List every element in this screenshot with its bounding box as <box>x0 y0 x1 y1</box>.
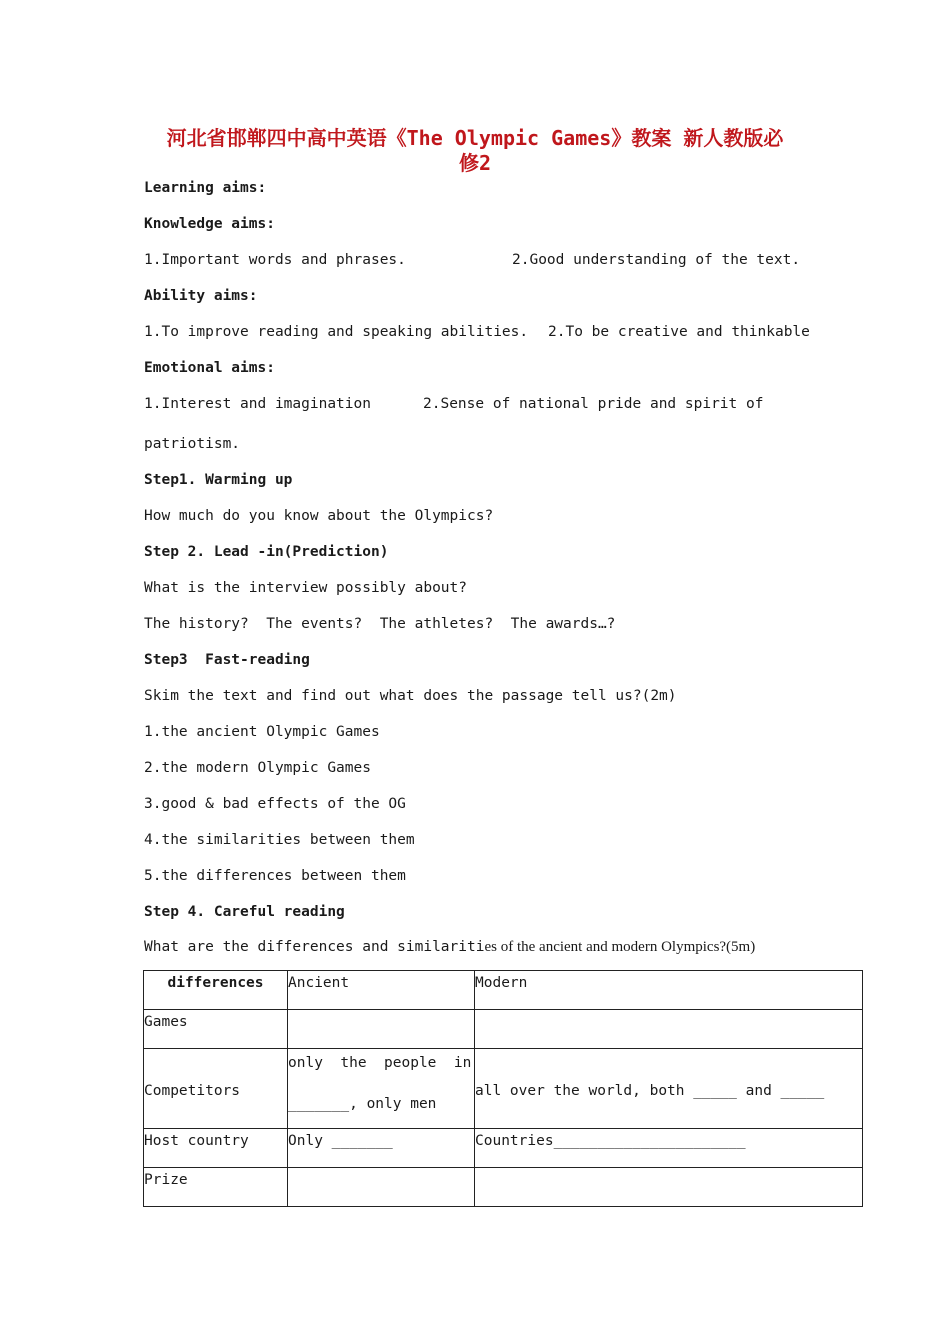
table-header-cell <box>475 971 863 1010</box>
ancient-cell[interactable] <box>288 1010 475 1049</box>
step2-heading: Step 2. Lead -in(Prediction) <box>144 544 389 560</box>
list-item: 1.the ancient Olympic Games <box>144 724 380 740</box>
ability-aim-1: 1.To improve reading and speaking abilities. <box>144 324 529 340</box>
list-item: 5.the differences between them <box>144 868 406 884</box>
ability-aim-2: 2.To be creative and thinkable <box>548 324 810 340</box>
knowledge-aim-2: 2.Good understanding of the text. <box>512 252 801 268</box>
ancient-cell[interactable] <box>288 1168 475 1207</box>
modern-competitors: all over the world, both _____ and _____ <box>475 1082 825 1099</box>
step2-question: What is the interview possibly about? <box>144 580 468 596</box>
step4-heading: Step 4. Careful reading <box>144 904 345 920</box>
table-header-cell <box>144 971 288 1010</box>
header-ancient: Ancient <box>288 975 350 991</box>
ancient-cell[interactable] <box>288 1129 475 1168</box>
modern-host-country: Countries______________________ <box>475 1133 746 1149</box>
emotional-aims-heading: Emotional aims: <box>144 360 275 376</box>
ancient-competitors-line-2: _______, only men <box>288 1096 437 1112</box>
modern-cell[interactable] <box>475 1168 863 1207</box>
step3-heading: Step3 Fast-reading <box>144 652 310 668</box>
row-label-cell <box>144 1129 288 1168</box>
comparison-table <box>143 970 863 1207</box>
document-title-line-1: 河北省邯郸四中高中英语《The Olympic Games》教案 新人教版必 <box>166 126 784 150</box>
step4-question <box>144 937 755 957</box>
modern-cell[interactable] <box>475 1010 863 1049</box>
ability-aims-heading: Ability aims: <box>144 288 258 304</box>
list-item: 3.good & bad effects of the OG <box>144 796 406 812</box>
knowledge-aims-heading: Knowledge aims: <box>144 216 275 232</box>
table-header-cell <box>288 971 475 1010</box>
row-label-cell <box>144 1010 288 1049</box>
modern-cell[interactable] <box>475 1129 863 1168</box>
step2-options: The history? The events? The athletes? The awards…? <box>144 616 616 632</box>
list-item: 2.the modern Olympic Games <box>144 760 371 776</box>
emotional-aim-1: 1.Interest and imagination <box>144 396 371 412</box>
ancient-competitors-line-1: only the people in <box>288 1055 472 1071</box>
row-label: Prize <box>144 1172 188 1188</box>
step1-heading: Step1. Warming up <box>144 472 293 488</box>
list-item: 4.the similarities between them <box>144 832 415 848</box>
modern-cell[interactable] <box>475 1049 863 1129</box>
row-label-cell <box>144 1168 288 1207</box>
table-row <box>144 1049 863 1129</box>
learning-aims-heading: Learning aims: <box>144 180 267 196</box>
row-label-cell <box>144 1049 288 1129</box>
table-header-row <box>144 971 863 1010</box>
row-label: Host country <box>144 1133 249 1149</box>
table-row <box>144 1129 863 1168</box>
step3-question: Skim the text and find out what does the passage tell us?(2m) <box>144 688 677 704</box>
emotional-aim-2: 2.Sense of national pride and spirit of <box>423 396 764 412</box>
ancient-host-country: Only _______ <box>288 1133 393 1149</box>
document-title-line-2: 修2 <box>458 151 492 175</box>
row-label: Competitors <box>144 1082 241 1099</box>
step1-question: How much do you know about the Olympics? <box>144 508 494 524</box>
step4-question-serif: es of the ancient and modern Olympics?(5m) <box>484 939 756 955</box>
step4-question-mono: What are the differences and similariti <box>144 939 485 955</box>
knowledge-aim-1: 1.Important words and phrases. <box>144 252 406 268</box>
header-differences: differences <box>167 975 264 991</box>
row-label: Games <box>144 1014 188 1030</box>
header-modern: Modern <box>475 975 528 991</box>
ancient-cell[interactable] <box>288 1049 475 1129</box>
table-row <box>144 1168 863 1207</box>
emotional-aim-2-continued: patriotism. <box>144 436 241 452</box>
table-row <box>144 1010 863 1049</box>
